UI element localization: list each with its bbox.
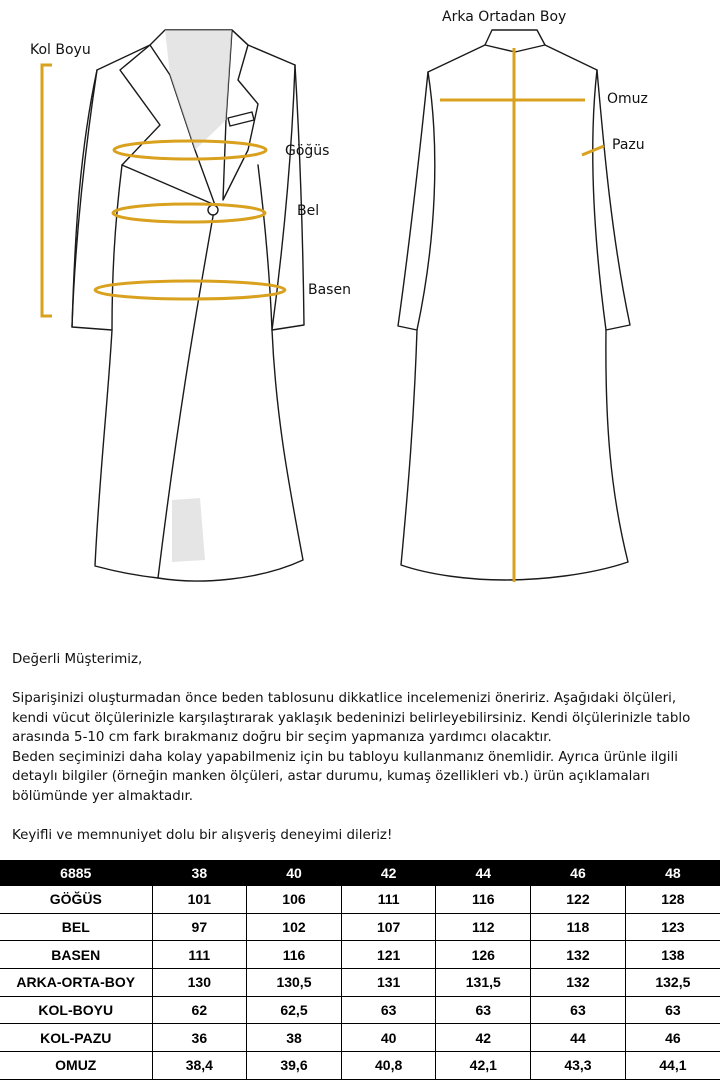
- back-right-sleeve-seam: [593, 70, 606, 330]
- intro-paragraph-1: Siparişinizi oluşturmadan önce beden tablosunu dikkatlice incelemenizi öneririz. Aşağıdaki ölçüleri, kendi vücut ölçülerinizle karşılaştırarak yaklaşık bedeninizi belirleyebilirsiniz. Kendi ölçülerinizle tablo arasında 5-10 cm fark bırakmanız doğru bir seçim yapmanıza yardımcı olacaktır.: [12, 691, 691, 745]
- cell: 116: [436, 886, 531, 913]
- cell: 112: [436, 913, 531, 941]
- label-gogus: Göğüs: [285, 143, 330, 159]
- cell: 126: [436, 941, 531, 969]
- table-row: [0, 1052, 720, 1080]
- cell: 39,6: [247, 1052, 342, 1080]
- cell: 122: [531, 886, 626, 913]
- cell: 121: [341, 941, 436, 969]
- greeting: Değerli Müşterimiz,: [12, 652, 143, 667]
- cell: 118: [531, 913, 626, 941]
- front-hem-lining: [172, 498, 205, 562]
- row-label: BASEN: [0, 941, 152, 969]
- cell: 132,5: [625, 969, 720, 997]
- cell: 111: [341, 886, 436, 913]
- cell: 38: [247, 1024, 342, 1052]
- row-label: ARKA-ORTA-BOY: [0, 969, 152, 997]
- header-size: 48: [625, 860, 720, 886]
- cell: 132: [531, 969, 626, 997]
- header-size: 40: [247, 860, 342, 886]
- row-label: KOL-PAZU: [0, 1024, 152, 1052]
- header-size: 42: [341, 860, 436, 886]
- row-label: BEL: [0, 913, 152, 941]
- cell: 130,5: [247, 969, 342, 997]
- table-row: [0, 886, 720, 913]
- cell: 63: [436, 996, 531, 1024]
- cell: 40: [341, 1024, 436, 1052]
- label-omuz: Omuz: [607, 91, 648, 107]
- row-label: KOL-BOYU: [0, 996, 152, 1024]
- intro-paragraph-2: Beden seçiminizi daha kolay yapabilmeniz için bu tabloyu kullanmanız önemlidir. Ayrıca ürünle ilgili detaylı bilgiler (örneğin manken ölçüleri, astar durumu, kumaş özellikleri vb.) ürün açıklamaları bölümünde yer almaktadır.: [12, 749, 678, 804]
- size-table: [0, 860, 720, 1080]
- header-size: 44: [436, 860, 531, 886]
- row-label: OMUZ: [0, 1052, 152, 1080]
- cell: 138: [625, 941, 720, 969]
- cell: 128: [625, 886, 720, 913]
- table-row: [0, 1024, 720, 1052]
- kol-boyu-line: [42, 65, 52, 316]
- size-header-row: [0, 860, 720, 886]
- table-row: [0, 913, 720, 941]
- header-size: 46: [531, 860, 626, 886]
- cell: 42,1: [436, 1052, 531, 1080]
- cell: 63: [341, 996, 436, 1024]
- header-product-code: 6885: [0, 860, 152, 886]
- table-row: [0, 996, 720, 1024]
- row-label: GÖĞÜS: [0, 886, 152, 913]
- label-arka-ortadan-boy: Arka Ortadan Boy: [442, 9, 567, 25]
- intro-text: [12, 650, 712, 845]
- front-lining: [165, 30, 232, 150]
- cell: 62,5: [247, 996, 342, 1024]
- cell: 62: [152, 996, 247, 1024]
- table-row: [0, 941, 720, 969]
- front-inner-sleeve-left: [112, 165, 122, 330]
- bel-line: [113, 204, 265, 222]
- cell: 130: [152, 969, 247, 997]
- chest-pocket: [228, 112, 254, 126]
- label-pazu: Pazu: [612, 137, 645, 153]
- back-left-sleeve-seam: [417, 72, 435, 330]
- cell: 44,1: [625, 1052, 720, 1080]
- cell: 123: [625, 913, 720, 941]
- closing-text: Keyifli ve memnuniyet dolu bir alışveriş deneyimi dileriz!: [12, 827, 393, 843]
- front-left-sleeve: [72, 70, 97, 327]
- cell: 38,4: [152, 1052, 247, 1080]
- cell: 42: [436, 1024, 531, 1052]
- cell: 116: [247, 941, 342, 969]
- label-kol-boyu: Kol Boyu: [30, 42, 91, 58]
- cell: 44: [531, 1024, 626, 1052]
- front-inner-sleeve-right: [258, 165, 272, 330]
- cell: 102: [247, 913, 342, 941]
- cell: 107: [341, 913, 436, 941]
- cell: 46: [625, 1024, 720, 1052]
- cell: 40,8: [341, 1052, 436, 1080]
- cell: 132: [531, 941, 626, 969]
- table-row: [0, 969, 720, 997]
- front-button: [208, 205, 218, 215]
- cell: 97: [152, 913, 247, 941]
- cell: 131,5: [436, 969, 531, 997]
- label-basen: Basen: [308, 282, 351, 298]
- basen-line: [95, 281, 285, 299]
- cell: 106: [247, 886, 342, 913]
- cell: 111: [152, 941, 247, 969]
- cell: 63: [625, 996, 720, 1024]
- label-bel: Bel: [297, 203, 320, 219]
- cell: 131: [341, 969, 436, 997]
- header-size: 38: [152, 860, 247, 886]
- cell: 63: [531, 996, 626, 1024]
- cell: 36: [152, 1024, 247, 1052]
- cell: 43,3: [531, 1052, 626, 1080]
- cell: 101: [152, 886, 247, 913]
